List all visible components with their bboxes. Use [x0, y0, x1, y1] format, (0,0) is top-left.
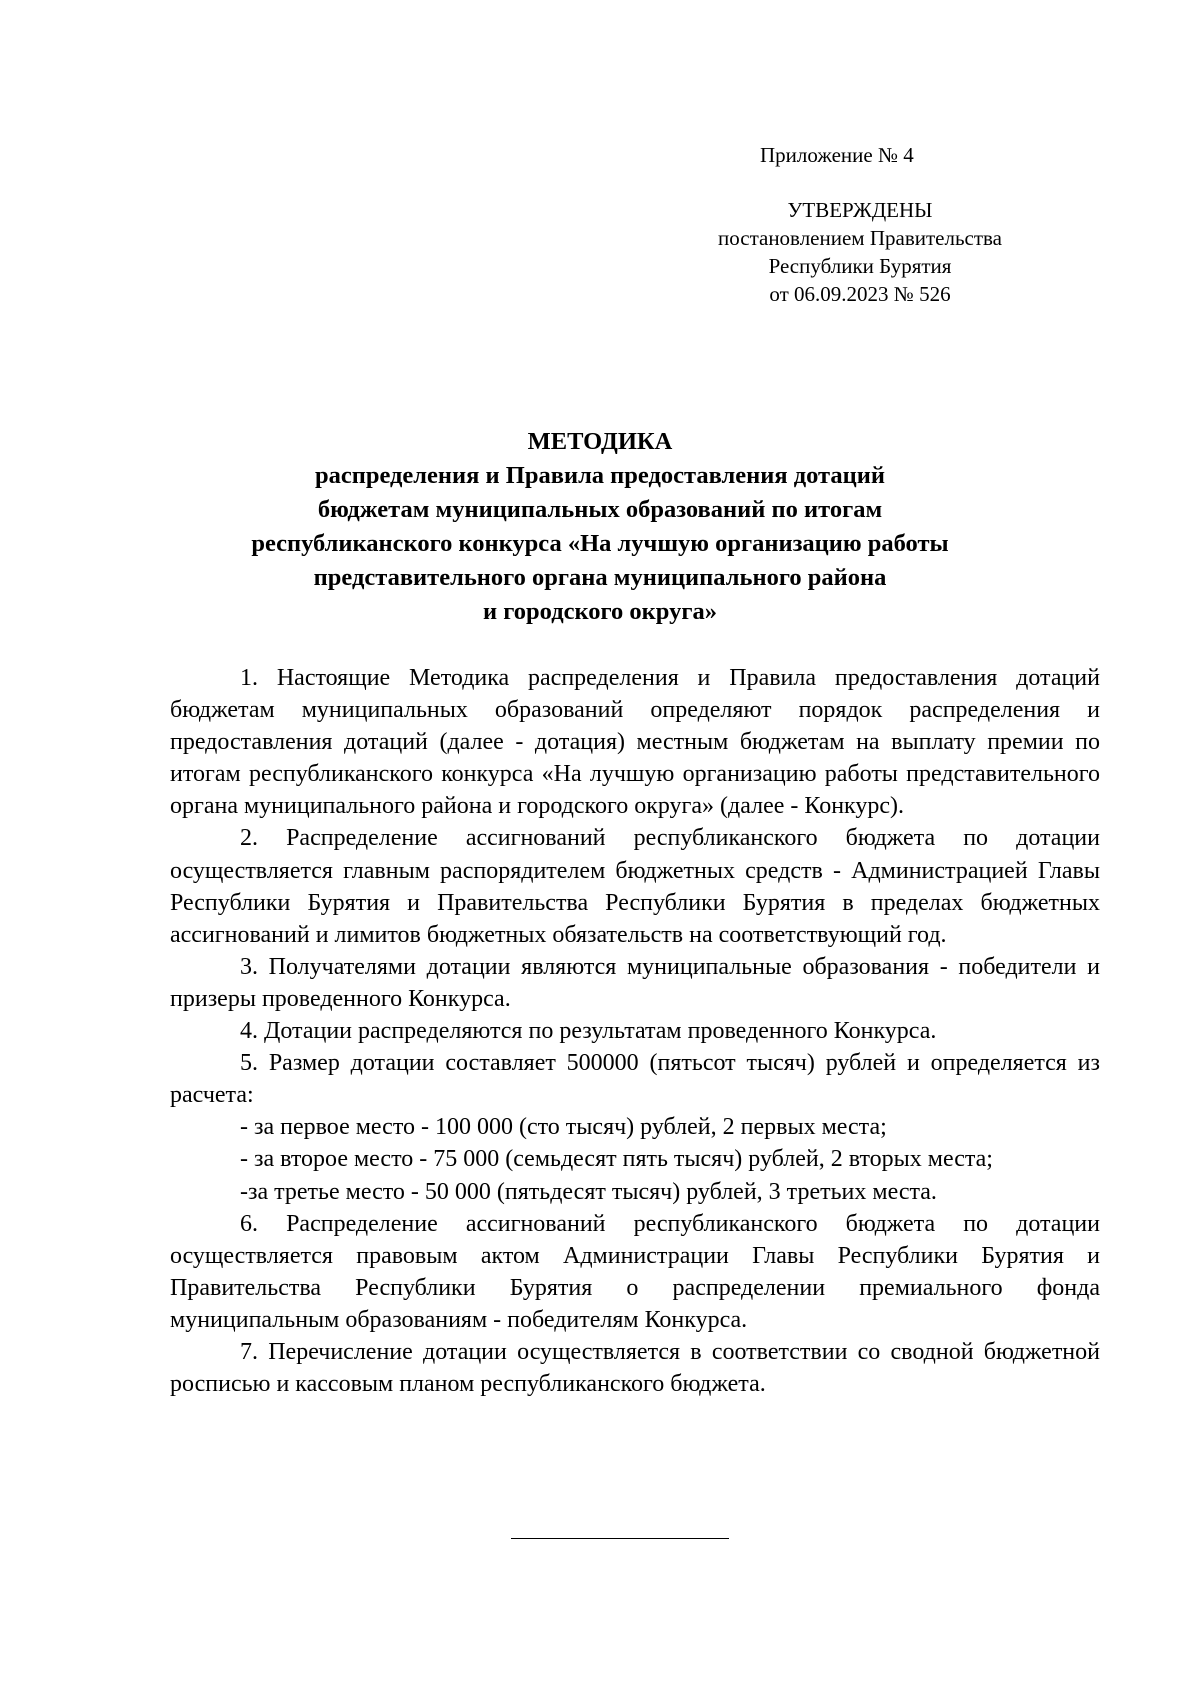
- paragraph-5: 5. Размер дотации составляет 500000 (пятьсот тысяч) рублей и определяется из расчета:: [170, 1050, 1100, 1109]
- title-line: распределения и Правила предоставления дотаций: [315, 462, 885, 489]
- approval-block: [700, 196, 1020, 308]
- paragraph-6: 6. Распределение ассигнований республиканского бюджета по дотации осуществляется правовым актом Администрации Главы Республики Бурятия и Правительства Республики Бурятия о распределении премиального фонда муниципальным образованиям - победителям Конкурса.: [170, 1210, 1100, 1333]
- paragraph-4: 4. Дотации распределяются по результатам проведенного Конкурса.: [240, 1018, 937, 1045]
- paragraph-7: 7. Перечисление дотации осуществляется в соответствии со сводной бюджетной росписью и кассовым планом республиканского бюджета.: [170, 1338, 1100, 1398]
- document-body: [170, 662, 1100, 1400]
- prize-item-third: -за третье место - 50 000 (пятьдесят тысяч) рублей, 3 третьих места.: [240, 1178, 937, 1205]
- prize-item-first: - за первое место - 100 000 (сто тысяч) рублей, 2 первых места;: [240, 1114, 887, 1141]
- title-line: бюджетам муниципальных образований по итогам: [317, 496, 883, 523]
- approval-date-number: от 06.09.2023 № 526: [769, 282, 951, 306]
- approval-decree: постановлением Правительства: [717, 226, 1002, 250]
- attachment-label: Приложение № 4: [760, 143, 914, 167]
- paragraph-1: 1. Настоящие Методика распределения и Правила предоставления дотаций бюджетам муниципальных образований определяют порядок распределения и предоставления дотаций (далее - дотация) местным бюджетам на выплату премии по итогам республиканского конкурса «На лучшую организацию работы представительного органа муниципального района и городского округа» (далее - Конкурс).: [170, 665, 1100, 820]
- footer-divider: [511, 1538, 729, 1539]
- title-line: представительного органа муниципального района: [313, 564, 887, 591]
- title-line: и городского округа»: [483, 598, 717, 625]
- title-line: МЕТОДИКА: [527, 428, 673, 455]
- title-line: республиканского конкурса «На лучшую организацию работы: [251, 530, 949, 557]
- paragraph-2: 2. Распределение ассигнований республиканского бюджета по дотации осуществляется главным распорядителем бюджетных средств - Администрацией Главы Республики Бурятия и Правительства Республики Бурятия в пределах бюджетных ассигнований и лимитов бюджетных обязательств на соответствующий год.: [170, 825, 1100, 948]
- paragraph-3: 3. Получателями дотации являются муниципальные образования - победители и призеры проведенного Конкурса.: [170, 953, 1100, 1012]
- approval-republic: Республики Бурятия: [768, 254, 952, 278]
- approval-heading: УТВЕРЖДЕНЫ: [787, 198, 933, 222]
- prize-item-second: - за второе место - 75 000 (семьдесят пять тысяч) рублей, 2 вторых места;: [240, 1146, 993, 1173]
- document-title: [160, 425, 1040, 629]
